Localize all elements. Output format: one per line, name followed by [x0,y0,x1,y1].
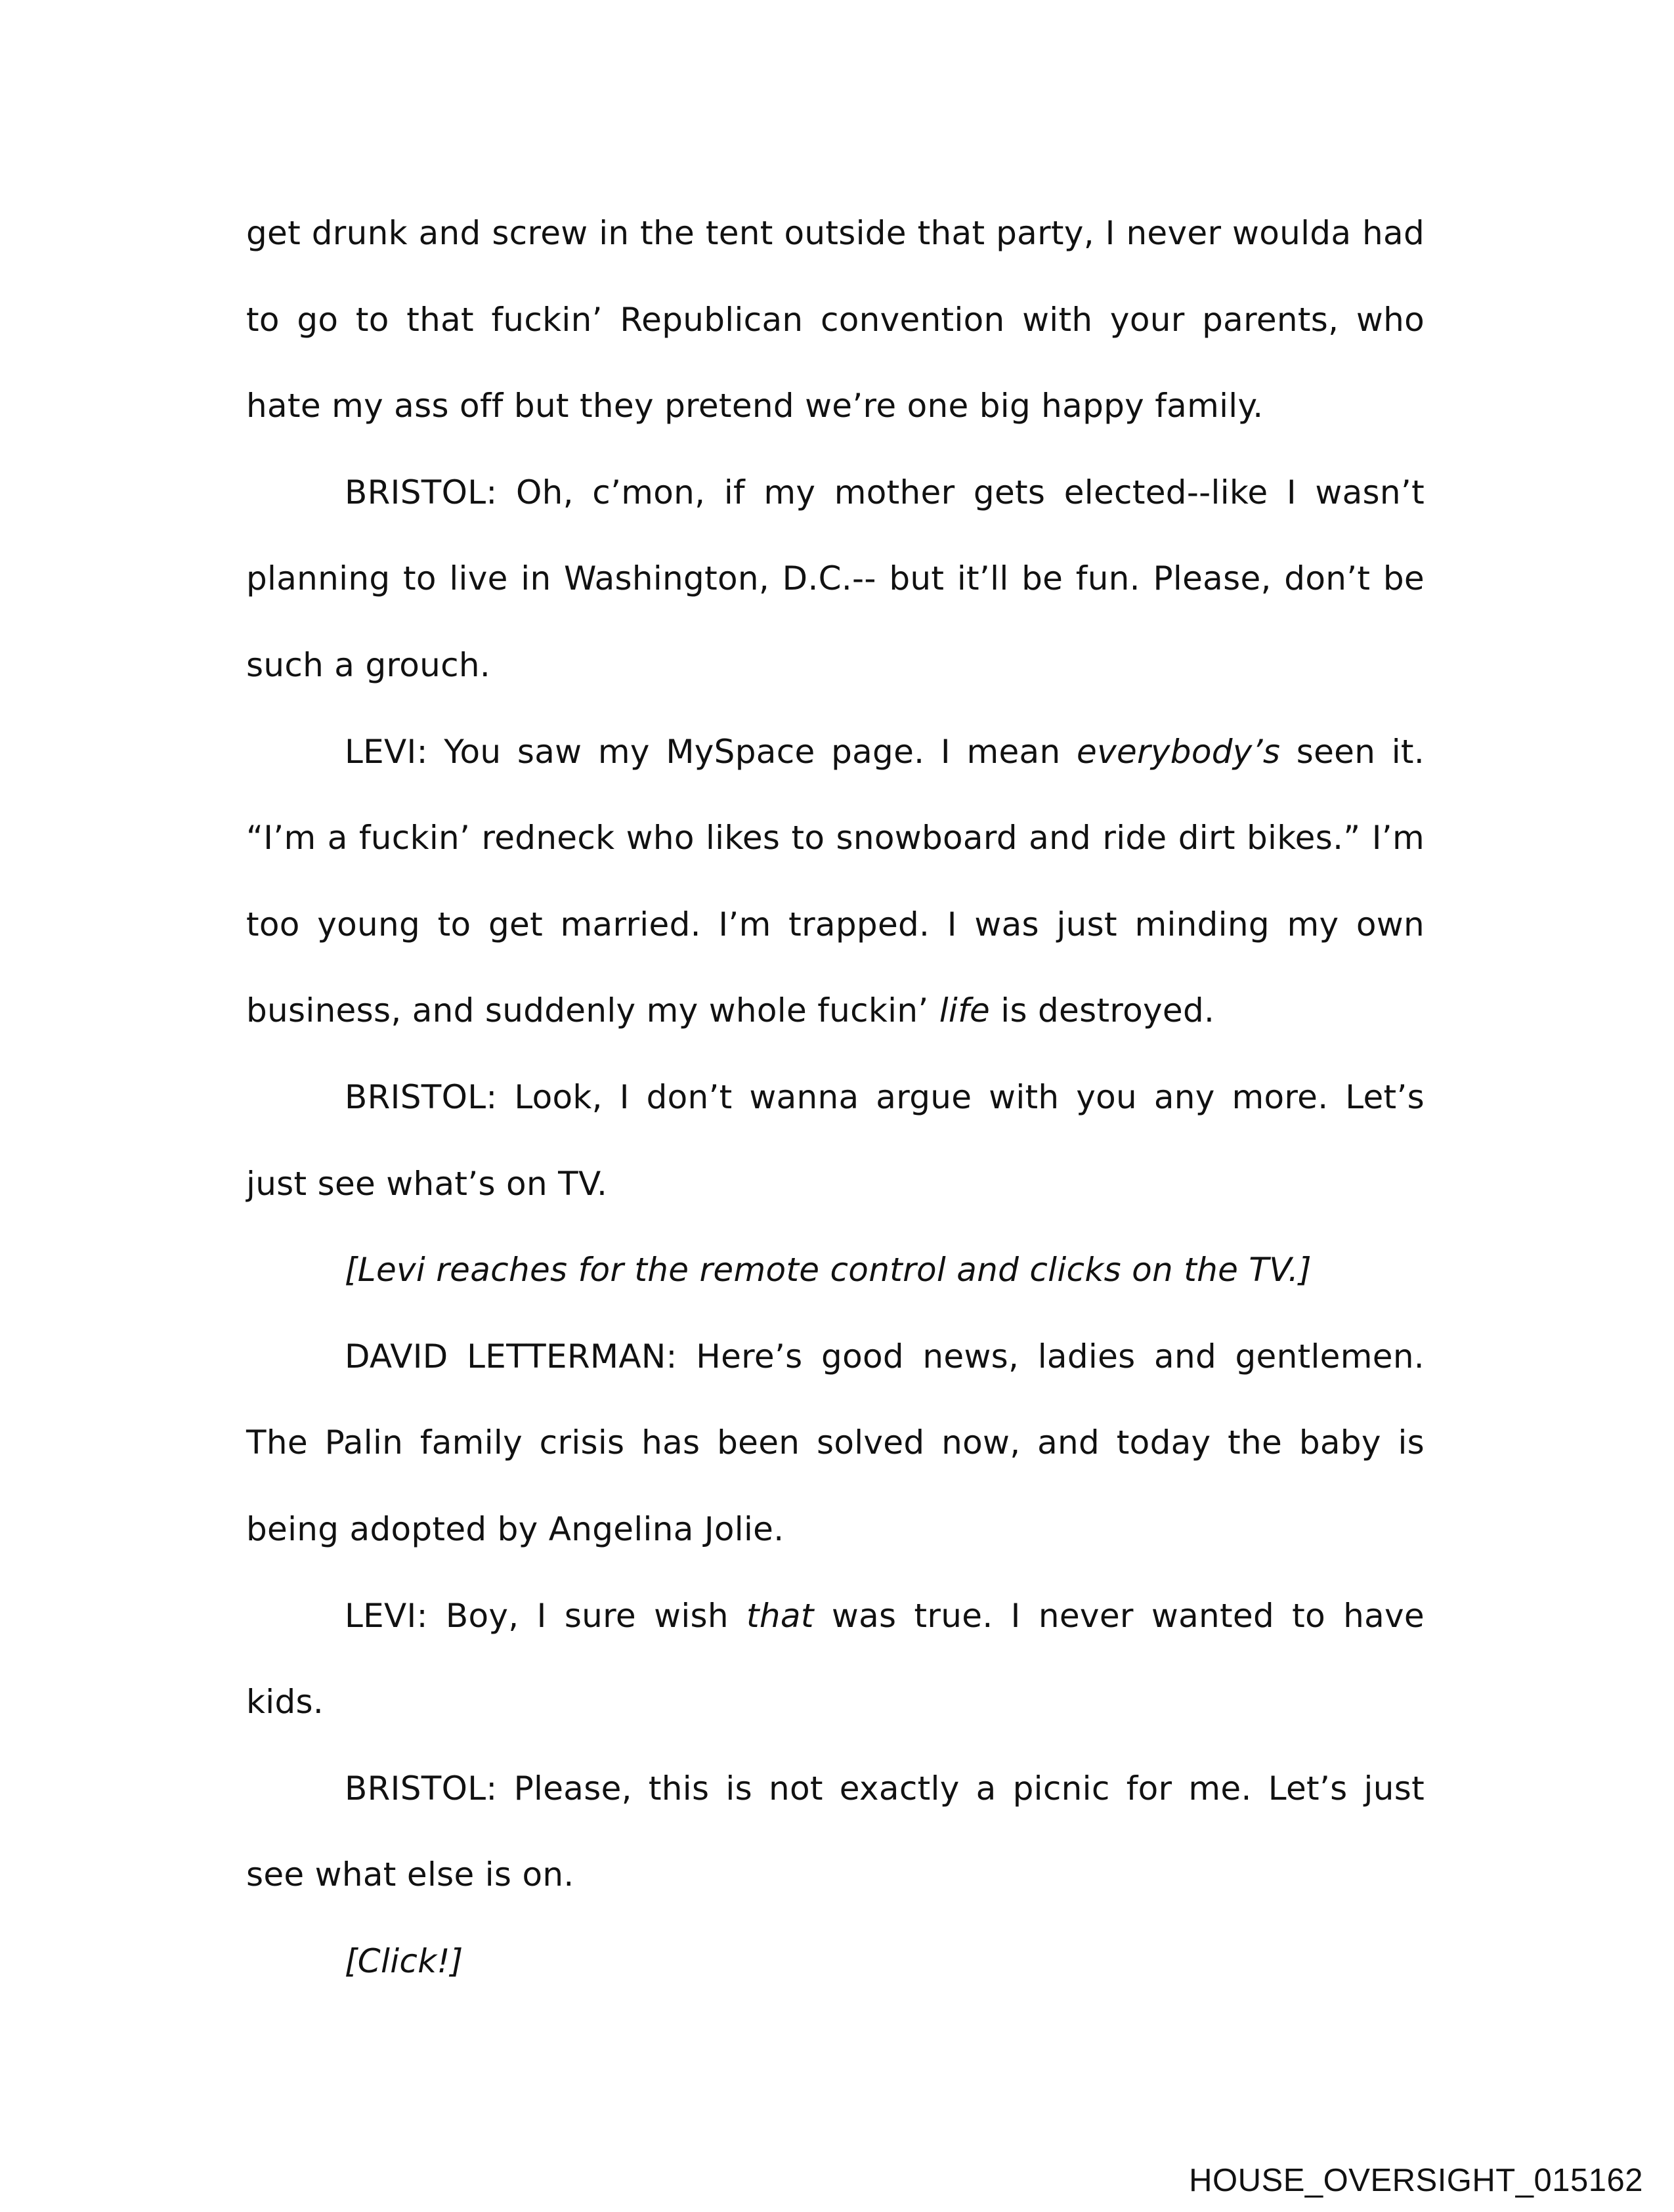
paragraph-continuation: get drunk and screw in the tent outside that party, I never woulda had to go to that fuckin’ Republican convention with your parents, who hate my ass off but they pretend we’re one big happy family. [246,214,1425,425]
text-run: seen it. “I’m a fuckin’ redneck who likes to snowboard and ride dirt bikes.” I’m too young to get married. I’m trapped. I was just minding my own business, and suddenly my whole fuckin’ [246,732,1425,1030]
text-run: was true. I never wanted to have kids. [246,1596,1425,1722]
stage-direction-click: [Click!] [345,1941,463,1980]
text-run: LEVI: You saw my MySpace page. I mean [345,732,1077,771]
paragraph-letterman: DAVID LETTERMAN: Here’s good news, ladies and gentlemen. The Palin family crisis has been solved now, and today the baby is being adopted by Angelina Jolie. [246,1337,1425,1548]
document-id-footer: HOUSE_OVERSIGHT_015162 [1189,2163,1643,2198]
emphasis-text: everybody’s [1077,732,1281,771]
paragraph-bristol-1: BRISTOL: Oh, c’mon, if my mother gets elected--like I wasn’t planning to live in Washington, D.C.-- but it’ll be fun. Please, don’t be such a grouch. [246,473,1425,684]
paragraph-levi-1 [246,709,1425,1054]
paragraph-bristol-2: BRISTOL: Look, I don’t wanna argue with you any more. Let’s just see what’s on TV. [246,1077,1425,1203]
text-run: LEVI: Boy, I sure wish [345,1596,746,1635]
emphasis-text: life [939,991,991,1030]
document-body [246,190,1425,2005]
text-run: is destroyed. [990,991,1215,1030]
stage-direction-remote: [Levi reaches for the remote control and clicks on the TV.] [345,1251,1312,1290]
paragraph-levi-2 [246,1573,1425,1746]
emphasis-text: that [746,1596,814,1635]
paragraph-bristol-3: BRISTOL: Please, this is not exactly a picnic for me. Let’s just see what else is on. [246,1769,1425,1894]
